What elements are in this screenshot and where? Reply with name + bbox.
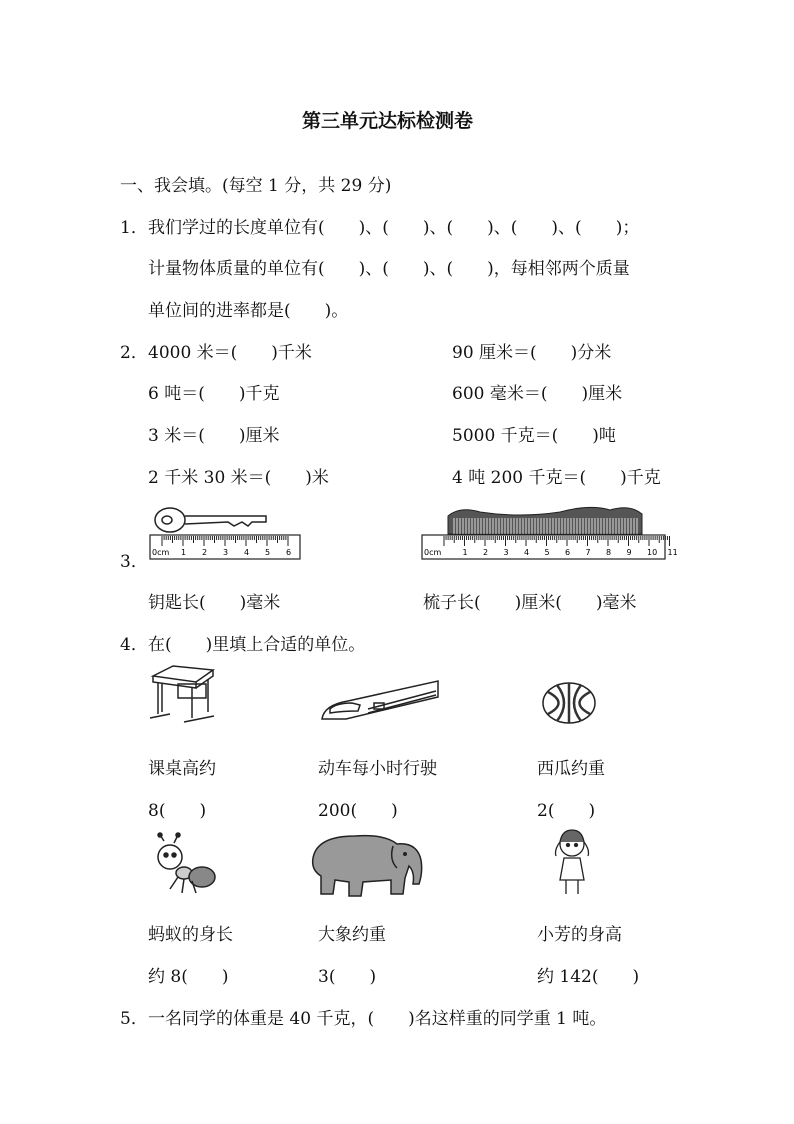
item-blank: 200( ) — [318, 801, 398, 821]
ruler-number: 6 — [286, 548, 292, 557]
ruler-number: 2 — [202, 548, 208, 557]
train-icon — [318, 675, 443, 725]
girl-icon — [550, 826, 594, 898]
question-number: 4． — [120, 635, 148, 655]
question-text: 单位间的进率都是( )。 — [148, 301, 349, 321]
item-blank: 约 142( ) — [537, 967, 640, 987]
conversion-item: 5000 千克＝( )吨 — [452, 426, 616, 446]
ant-icon — [148, 835, 218, 897]
section-heading: 一、我会填。(每空 1 分，共 29 分) — [120, 176, 392, 196]
desk-icon — [148, 662, 218, 726]
conversion-item: 4 吨 200 千克＝( )千克 — [452, 468, 661, 488]
item-blank: 2( ) — [537, 801, 596, 821]
ruler-number: 3 — [223, 548, 229, 557]
comb-ruler-figure — [420, 500, 678, 562]
ruler-number: 1 — [462, 548, 468, 557]
ruler-number: 6 — [565, 548, 571, 557]
ruler-number: 3 — [503, 548, 509, 557]
ruler-number: 2 — [483, 548, 489, 557]
item-blank: 约 8( ) — [148, 967, 229, 987]
ruler-number: 9 — [626, 548, 632, 557]
conversion-item: 6 吨＝( )千克 — [148, 384, 280, 404]
item-blank: 3( ) — [318, 967, 377, 987]
item-description: 蚂蚁的身长 — [148, 925, 233, 945]
ruler-number: 5 — [544, 548, 550, 557]
ruler-unit-label: 0cm — [424, 548, 442, 557]
question-text: 我们学过的长度单位有( )、( )、( )、( )、( )； — [148, 218, 640, 238]
watermelon-icon — [540, 680, 598, 726]
ruler-number: 8 — [606, 548, 612, 557]
question-text: 在( )里填上合适的单位。 — [148, 635, 366, 655]
key-length-blank: 钥匙长( )毫米 — [148, 593, 281, 613]
ruler-number: 4 — [524, 548, 530, 557]
item-description: 课桌高约 — [148, 759, 216, 779]
comb-length-blank: 梳子长( )厘米( )毫米 — [423, 593, 637, 613]
conversion-item: 2 千米 30 米＝( )米 — [148, 468, 329, 488]
question-text: 计量物体质量的单位有( )、( )、( )，每相邻两个质量 — [148, 259, 630, 279]
ruler-number: 7 — [585, 548, 591, 557]
conversion-item: 4000 米＝( )千米 — [148, 343, 312, 363]
conversion-item: 3 米＝( )厘米 — [148, 426, 280, 446]
key-ruler-figure — [148, 500, 303, 562]
elephant-icon — [305, 828, 430, 900]
ruler-number: 1 — [181, 548, 187, 557]
question-number: 2． — [120, 343, 148, 363]
ruler-number: 10 — [647, 548, 658, 557]
item-blank: 8( ) — [148, 801, 207, 821]
key-icon — [155, 508, 266, 532]
ruler-number: 5 — [265, 548, 271, 557]
comb-icon — [448, 507, 642, 534]
item-description: 小芳的身高 — [537, 925, 622, 945]
ruler-number: 11 — [667, 548, 678, 557]
question-number: 1． — [120, 218, 148, 238]
ruler-number: 4 — [244, 548, 250, 557]
question-text: 一名同学的体重是 40 千克，( )名这样重的同学重 1 吨。 — [148, 1009, 607, 1029]
conversion-item: 600 毫米＝( )厘米 — [452, 384, 623, 404]
page-title: 第三单元达标检测卷 — [302, 110, 474, 132]
ruler-unit-label: 0cm — [152, 548, 170, 557]
question-number: 3． — [120, 552, 148, 572]
item-description: 大象约重 — [318, 925, 386, 945]
conversion-item: 90 厘米＝( )分米 — [452, 343, 612, 363]
question-number: 5． — [120, 1009, 148, 1029]
item-description: 西瓜约重 — [537, 759, 605, 779]
item-description: 动车每小时行驶 — [318, 759, 437, 779]
